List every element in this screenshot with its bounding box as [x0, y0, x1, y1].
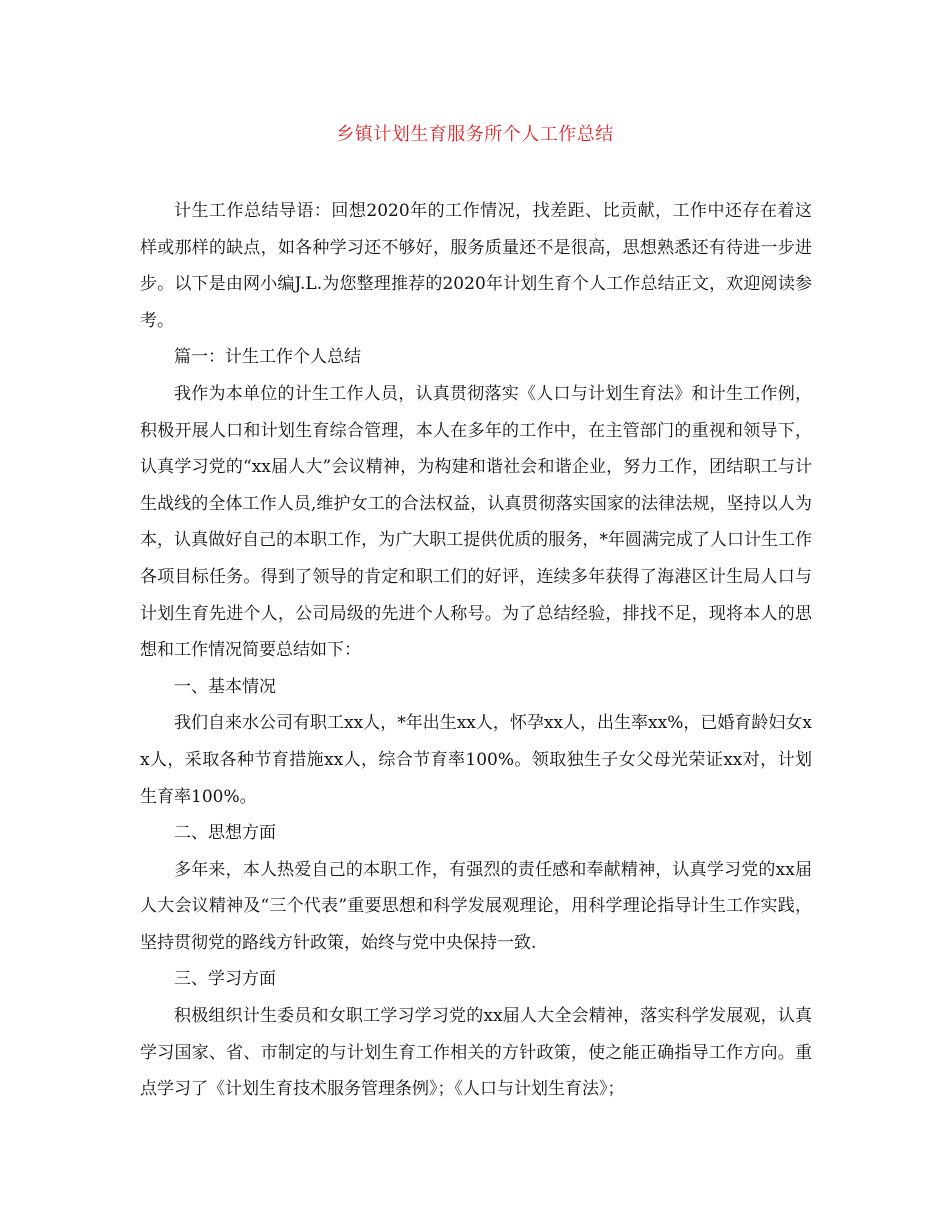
paragraph-intro: 计生工作总结导语：回想2020年的工作情况，找差距、比贡献，工作中还存在着这样或那样的缺点，如各种学习还不够好，服务质量还不是很高，思想熟悉还有待进一步进步。以下是由网小编J.L.为您整理推荐的2020年计划生育个人工作总结正文，欢迎阅读参考。 — [140, 201, 812, 331]
document-body — [140, 193, 812, 1108]
paragraph-study: 积极组织计生委员和女职工学习学习党的xx届人大全会精神，落实科学发展观，认真学习国家、省、市制定的与计划生育工作相关的方针政策，使之能正确指导工作方向。重点学习了《计划生育技术服务管理条例》；《人口与计划生育法》； — [140, 1006, 812, 1100]
section-heading-part-one: 篇一：计生工作个人总结 — [174, 347, 361, 368]
section-heading-basic: 一、基本情况 — [174, 676, 276, 697]
document-title: 乡镇计划生育服务所个人工作总结 — [336, 124, 614, 145]
section-heading-study: 三、学习方面 — [174, 969, 276, 990]
paragraph-basic: 我们自来水公司有职工xx人，*年出生xx人，怀孕xx人，出生率xx%，已婚育龄妇女xx人，采取各种节育措施xx人，综合节育率100%。领取独生子女父母光荣证xx对，计划生育率100%。 — [140, 713, 812, 807]
paragraph-thought: 多年来，本人热爱自己的本职工作，有强烈的责任感和奉献精神，认真学习党的xx届人大会议精神及“三个代表”重要思想和科学发展观理论，用科学理论指导计生工作实践，坚持贯彻党的路线方针政策，始终与党中央保持一致. — [140, 859, 812, 953]
paragraph-overview: 我作为本单位的计生工作人员，认真贯彻落实《人口与计划生育法》和计生工作例，积极开展人口和计划生育综合管理，本人在多年的工作中，在主管部门的重视和领导下，认真学习党的“xx届人大”会议精神，为构建和谐社会和谐企业，努力工作，团结职工与计生战线的全体工作人员,维护女工的合法权益，认真贯彻落实国家的法律法规，坚持以人为本，认真做好自己的本职工作，为广大职工提供优质的服务，*年圆满完成了人口计生工作各项目标任务。得到了领导的肯定和职工们的好评，连续多年获得了海港区计生局人口与计划生育先进个人，公司局级的先进个人称号。为了总结经验，排找不足，现将本人的思想和工作情况简要总结如下： — [140, 383, 812, 661]
section-heading-thought: 二、思想方面 — [174, 823, 276, 844]
